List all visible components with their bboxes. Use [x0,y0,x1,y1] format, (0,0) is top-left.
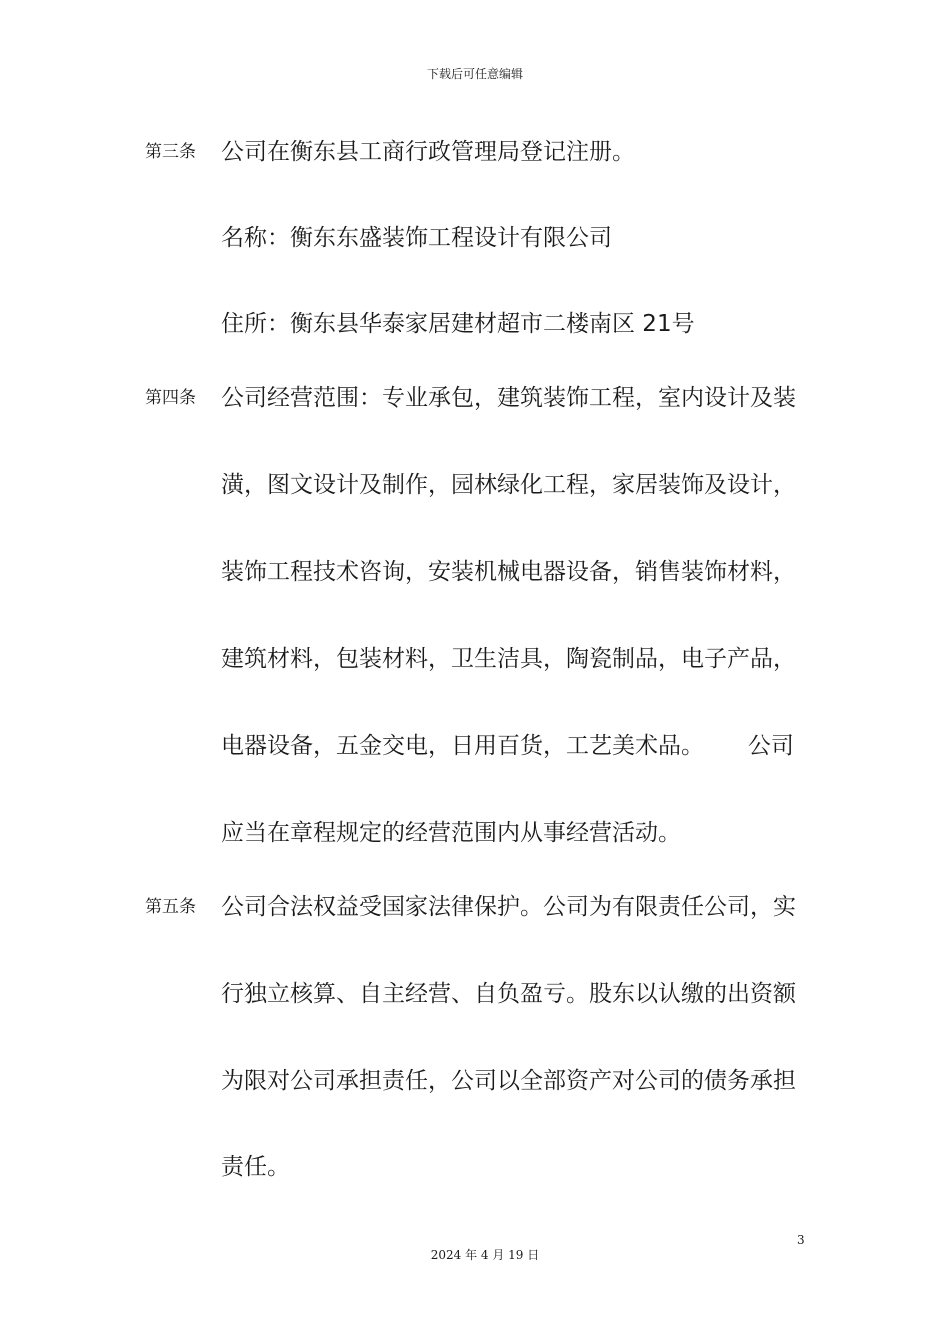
article-5-line-4: 责任。 [221,1154,290,1180]
article-5-line-3: 为限对公司承担责任，公司以全部资产对公司的债务承担 [221,1068,796,1094]
footer-date: 2024 年 4 月 19 日 [430,1248,540,1262]
article-4-line-3: 装饰工程技术咨询，安装机械电器设备，销售装饰材料， [221,559,796,585]
article-4-line-1: 公司经营范围：专业承包，建筑装饰工程，室内设计及装 [221,385,796,411]
article-3-company-name: 名称：衡东东盛装饰工程设计有限公司 [221,225,612,251]
article-3-address: 住所：衡东县华泰家居建材超市二楼南区 21号 [221,311,695,337]
article-4-line-4: 建筑材料，包装材料，卫生洁具，陶瓷制品，电子产品， [221,646,796,672]
page-header: 下载后可任意编辑 [426,67,523,81]
article-4-label: 第四条 [145,388,196,408]
article-3-line-1: 公司在衡东县工商行政管理局登记注册。 [221,139,635,165]
article-5-label: 第五条 [145,897,196,917]
page-number: 3 [797,1233,805,1247]
article-4-line-6: 应当在章程规定的经营范围内从事经营活动。 [221,820,681,846]
article-5-line-1: 公司合法权益受国家法律保护。公司为有限责任公司，实 [221,894,796,920]
article-3-label: 第三条 [145,142,196,162]
article-4-line-5: 电器设备，五金交电，日用百货，工艺美术品。 公司 [221,733,794,759]
article-4-line-2: 潢，图文设计及制作，园林绿化工程，家居装饰及设计， [221,472,796,498]
article-5-line-2: 行独立核算、自主经营、自负盈亏。股东以认缴的出资额 [221,981,796,1007]
